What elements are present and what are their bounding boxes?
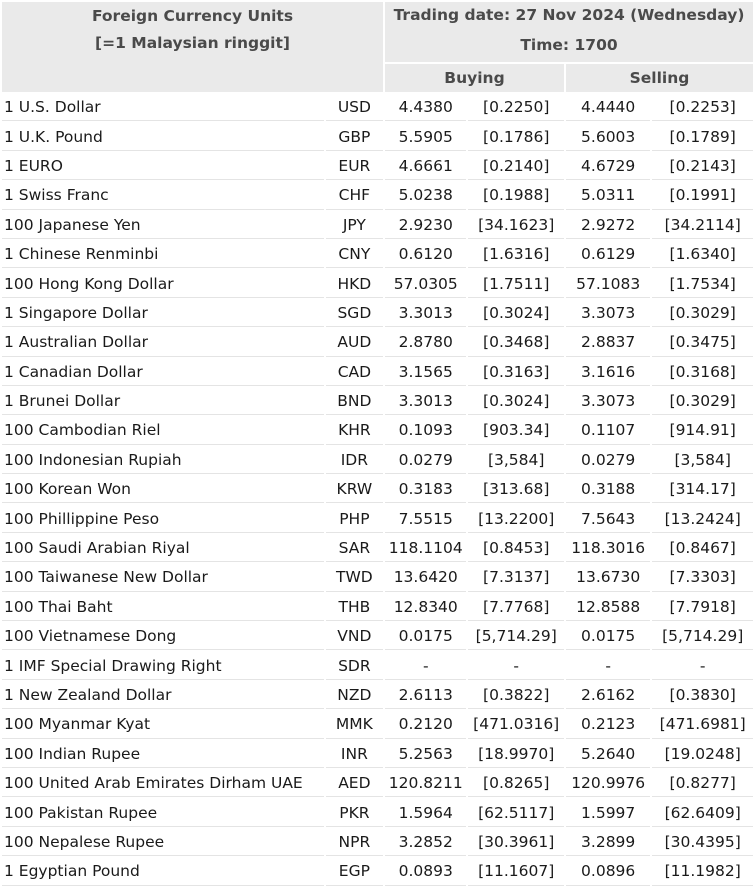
selling-rate: 0.0175: [566, 623, 650, 650]
selling-header: Selling: [566, 64, 753, 92]
table-row: [2, 799, 753, 826]
buying-rate: 3.3013: [385, 300, 466, 327]
currency-code: BND: [326, 388, 383, 415]
currency-code: USD: [326, 94, 383, 121]
selling-inverse-rate: [7.3303]: [652, 564, 753, 591]
currency-name: 100 Japanese Yen: [2, 212, 324, 239]
currency-code: IDR: [326, 447, 383, 474]
currency-name: 1 Egyptian Pound: [2, 858, 324, 885]
buying-rate: 118.1104: [385, 535, 466, 562]
trading-date: Trading date: 27 Nov 2024 (Wednesday): [393, 6, 745, 24]
currency-name: 1 Canadian Dollar: [2, 359, 324, 386]
currency-code: NZD: [326, 682, 383, 709]
table-row: [2, 241, 753, 268]
buying-rate: 12.8340: [385, 594, 466, 621]
selling-inverse-rate: [1.7534]: [652, 270, 753, 297]
currency-code: MMK: [326, 711, 383, 738]
currency-name: 1 EURO: [2, 153, 324, 180]
selling-inverse-rate: [0.3029]: [652, 300, 753, 327]
currency-name: 100 Indonesian Rupiah: [2, 447, 324, 474]
selling-rate: 3.3073: [566, 300, 650, 327]
selling-rate: 3.1616: [566, 359, 650, 386]
selling-rate: 0.2123: [566, 711, 650, 738]
currency-name: 1 Brunei Dollar: [2, 388, 324, 415]
currency-code: THB: [326, 594, 383, 621]
selling-rate: 0.3188: [566, 476, 650, 503]
buying-inverse-rate: [18.9970]: [468, 741, 564, 768]
buying-inverse-rate: [0.3163]: [468, 359, 564, 386]
currency-code: VND: [326, 623, 383, 650]
buying-rate: 13.6420: [385, 564, 466, 591]
currency-code: EGP: [326, 858, 383, 885]
table-row: [2, 417, 753, 444]
trading-time: Time: 1700: [520, 36, 618, 54]
selling-inverse-rate: [0.3168]: [652, 359, 753, 386]
selling-rate: 2.6162: [566, 682, 650, 709]
selling-inverse-rate: [13.2424]: [652, 505, 753, 532]
currency-code: AUD: [326, 329, 383, 356]
currency-code: GBP: [326, 123, 383, 150]
selling-inverse-rate: [0.1991]: [652, 182, 753, 209]
currency-code: SGD: [326, 300, 383, 327]
buying-rate: 0.0175: [385, 623, 466, 650]
currency-code: CAD: [326, 359, 383, 386]
buying-rate: 57.0305: [385, 270, 466, 297]
currency-name: 100 United Arab Emirates Dirham UAE: [2, 770, 324, 797]
selling-inverse-rate: [1.6340]: [652, 241, 753, 268]
selling-rate: 4.4440: [566, 94, 650, 121]
selling-inverse-rate: [0.3830]: [652, 682, 753, 709]
rates-body: [2, 94, 753, 886]
currency-name: 100 Hong Kong Dollar: [2, 270, 324, 297]
table-row: [2, 711, 753, 738]
currency-name: 100 Korean Won: [2, 476, 324, 503]
selling-inverse-rate: [471.6981]: [652, 711, 753, 738]
selling-rate: 3.2899: [566, 829, 650, 856]
currency-code: AED: [326, 770, 383, 797]
selling-inverse-rate: [34.2114]: [652, 212, 753, 239]
buying-inverse-rate: [0.8453]: [468, 535, 564, 562]
selling-rate: 2.8837: [566, 329, 650, 356]
selling-rate: 7.5643: [566, 505, 650, 532]
selling-inverse-rate: [62.6409]: [652, 799, 753, 826]
table-row: [2, 329, 753, 356]
currency-name: 100 Nepalese Rupee: [2, 829, 324, 856]
selling-rate: 0.6129: [566, 241, 650, 268]
buying-inverse-rate: [0.3822]: [468, 682, 564, 709]
currency-name: 100 Myanmar Kyat: [2, 711, 324, 738]
buying-rate: 7.5515: [385, 505, 466, 532]
currency-name: 1 IMF Special Drawing Right: [2, 652, 324, 679]
selling-inverse-rate: [0.2143]: [652, 153, 753, 180]
trading-info-header: [385, 2, 753, 62]
buying-rate: 2.9230: [385, 212, 466, 239]
selling-rate: 0.0279: [566, 447, 650, 474]
table-row: [2, 212, 753, 239]
table-row: [2, 594, 753, 621]
selling-rate: 13.6730: [566, 564, 650, 591]
table-row: [2, 741, 753, 768]
buying-header: Buying: [385, 64, 564, 92]
currency-code: INR: [326, 741, 383, 768]
buying-rate: 2.6113: [385, 682, 466, 709]
currency-name: 1 New Zealand Dollar: [2, 682, 324, 709]
table-row: [2, 564, 753, 591]
buying-inverse-rate: [0.3024]: [468, 388, 564, 415]
selling-rate: 120.9976: [566, 770, 650, 797]
buying-rate: -: [385, 652, 466, 679]
table-row: [2, 123, 753, 150]
selling-rate: 5.2640: [566, 741, 650, 768]
table-row: [2, 770, 753, 797]
buying-rate: 4.4380: [385, 94, 466, 121]
buying-inverse-rate: [0.8265]: [468, 770, 564, 797]
buying-inverse-rate: [1.7511]: [468, 270, 564, 297]
currency-name: 1 Chinese Renminbi: [2, 241, 324, 268]
buying-inverse-rate: [0.3024]: [468, 300, 564, 327]
selling-rate: 1.5997: [566, 799, 650, 826]
buying-rate: 4.6661: [385, 153, 466, 180]
currency-code: SDR: [326, 652, 383, 679]
selling-inverse-rate: [19.0248]: [652, 741, 753, 768]
table-row: [2, 94, 753, 121]
table-row: [2, 505, 753, 532]
buying-inverse-rate: [11.1607]: [468, 858, 564, 885]
units-title: Foreign Currency Units: [91, 7, 294, 25]
selling-inverse-rate: [914.91]: [652, 417, 753, 444]
table-row: [2, 388, 753, 415]
buying-inverse-rate: [313.68]: [468, 476, 564, 503]
currency-units-header: [2, 2, 383, 92]
buying-rate: 0.6120: [385, 241, 466, 268]
selling-rate: 118.3016: [566, 535, 650, 562]
buying-rate: 1.5964: [385, 799, 466, 826]
selling-rate: 57.1083: [566, 270, 650, 297]
currency-name: 100 Taiwanese New Dollar: [2, 564, 324, 591]
selling-inverse-rate: [5,714.29]: [652, 623, 753, 650]
currency-code: CHF: [326, 182, 383, 209]
buying-inverse-rate: [0.2250]: [468, 94, 564, 121]
currency-name: 1 U.K. Pound: [2, 123, 324, 150]
buying-inverse-rate: [3,584]: [468, 447, 564, 474]
buying-rate: 0.3183: [385, 476, 466, 503]
selling-rate: 0.1107: [566, 417, 650, 444]
buying-rate: 3.2852: [385, 829, 466, 856]
table-row: [2, 447, 753, 474]
selling-inverse-rate: [3,584]: [652, 447, 753, 474]
buying-inverse-rate: [34.1623]: [468, 212, 564, 239]
buying-inverse-rate: [1.6316]: [468, 241, 564, 268]
buying-rate: 3.3013: [385, 388, 466, 415]
buying-inverse-rate: [5,714.29]: [468, 623, 564, 650]
currency-code: TWD: [326, 564, 383, 591]
selling-inverse-rate: [0.3029]: [652, 388, 753, 415]
buying-inverse-rate: [903.34]: [468, 417, 564, 444]
selling-inverse-rate: [11.1982]: [652, 858, 753, 885]
buying-rate: 5.0238: [385, 182, 466, 209]
buying-rate: 0.0893: [385, 858, 466, 885]
currency-name: 100 Cambodian Riel: [2, 417, 324, 444]
selling-rate: 5.6003: [566, 123, 650, 150]
buying-rate: 2.8780: [385, 329, 466, 356]
buying-rate: 0.1093: [385, 417, 466, 444]
selling-inverse-rate: [7.7918]: [652, 594, 753, 621]
selling-rate: 12.8588: [566, 594, 650, 621]
currency-name: 100 Pakistan Rupee: [2, 799, 324, 826]
selling-rate: 0.0896: [566, 858, 650, 885]
currency-name: 100 Vietnamese Dong: [2, 623, 324, 650]
selling-rate: -: [566, 652, 650, 679]
currency-name: 100 Indian Rupee: [2, 741, 324, 768]
table-row: [2, 652, 753, 679]
buying-inverse-rate: -: [468, 652, 564, 679]
buying-inverse-rate: [0.1988]: [468, 182, 564, 209]
currency-name: 100 Thai Baht: [2, 594, 324, 621]
currency-name: 1 Australian Dollar: [2, 329, 324, 356]
currency-name: 1 Singapore Dollar: [2, 300, 324, 327]
units-subtitle: [=1 Malaysian ringgit]: [95, 34, 290, 52]
selling-inverse-rate: [0.8467]: [652, 535, 753, 562]
buying-inverse-rate: [0.1786]: [468, 123, 564, 150]
currency-name: 100 Saudi Arabian Riyal: [2, 535, 324, 562]
buying-inverse-rate: [30.3961]: [468, 829, 564, 856]
selling-inverse-rate: [0.3475]: [652, 329, 753, 356]
buying-rate: 5.2563: [385, 741, 466, 768]
currency-code: KHR: [326, 417, 383, 444]
table-row: [2, 476, 753, 503]
buying-inverse-rate: [7.7768]: [468, 594, 564, 621]
table-row: [2, 182, 753, 209]
buying-inverse-rate: [7.3137]: [468, 564, 564, 591]
currency-code: PHP: [326, 505, 383, 532]
selling-inverse-rate: -: [652, 652, 753, 679]
selling-inverse-rate: [0.8277]: [652, 770, 753, 797]
currency-name: 100 Phillippine Peso: [2, 505, 324, 532]
currency-code: PKR: [326, 799, 383, 826]
buying-inverse-rate: [62.5117]: [468, 799, 564, 826]
buying-inverse-rate: [0.3468]: [468, 329, 564, 356]
currency-name: 1 Swiss Franc: [2, 182, 324, 209]
currency-code: SAR: [326, 535, 383, 562]
currency-code: HKD: [326, 270, 383, 297]
selling-inverse-rate: [314.17]: [652, 476, 753, 503]
selling-inverse-rate: [30.4395]: [652, 829, 753, 856]
currency-code: KRW: [326, 476, 383, 503]
selling-rate: 3.3073: [566, 388, 650, 415]
selling-inverse-rate: [0.2253]: [652, 94, 753, 121]
currency-code: JPY: [326, 212, 383, 239]
selling-rate: 5.0311: [566, 182, 650, 209]
buying-rate: 120.8211: [385, 770, 466, 797]
table-row: [2, 829, 753, 856]
buying-rate: 0.0279: [385, 447, 466, 474]
currency-name: 1 U.S. Dollar: [2, 94, 324, 121]
table-row: [2, 535, 753, 562]
selling-rate: 4.6729: [566, 153, 650, 180]
table-row: [2, 359, 753, 386]
table-row: [2, 682, 753, 709]
currency-code: NPR: [326, 829, 383, 856]
table-row: [2, 270, 753, 297]
currency-code: CNY: [326, 241, 383, 268]
buying-rate: 5.5905: [385, 123, 466, 150]
table-row: [2, 300, 753, 327]
buying-inverse-rate: [471.0316]: [468, 711, 564, 738]
table-row: [2, 153, 753, 180]
table-row: [2, 623, 753, 650]
selling-rate: 2.9272: [566, 212, 650, 239]
selling-inverse-rate: [0.1789]: [652, 123, 753, 150]
buying-inverse-rate: [13.2200]: [468, 505, 564, 532]
currency-code: EUR: [326, 153, 383, 180]
table-row: [2, 858, 753, 885]
buying-rate: 3.1565: [385, 359, 466, 386]
buying-rate: 0.2120: [385, 711, 466, 738]
buying-inverse-rate: [0.2140]: [468, 153, 564, 180]
